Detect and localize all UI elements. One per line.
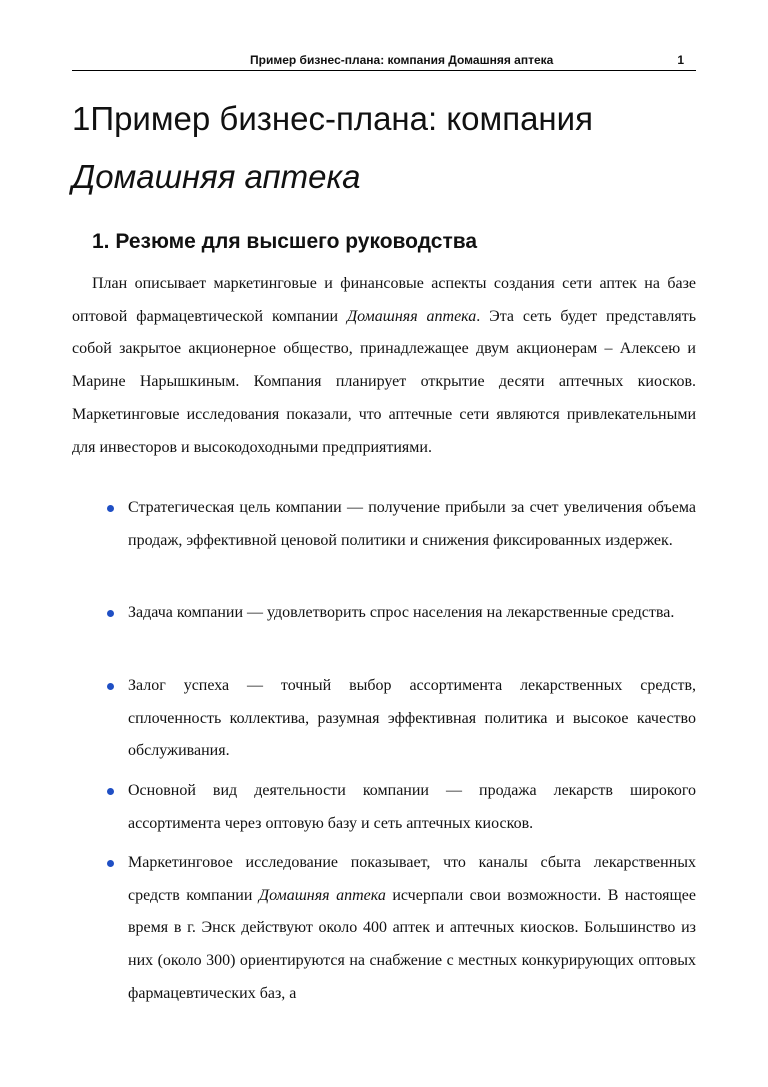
bullet-dot-icon: [107, 788, 114, 795]
bullet-text: Залог успеха — точный выбор ассортимента лекарственных средств, сплоченность коллектива, разумная эффективная политика и высокое качество обслуживания.: [128, 677, 696, 760]
title-number: 1: [72, 100, 91, 137]
title-company-name: Домашняя аптека: [72, 158, 361, 195]
running-header-title: Пример бизнес-плана: компания Домашняя аптека: [250, 53, 554, 67]
bullet-company-name: Домашняя аптека: [258, 886, 386, 904]
section-heading: 1. Резюме для высшего руководства: [92, 230, 478, 253]
intro-text-1: План описывает маркетинговые и финансовые аспекты создания сети аптек на базе оптовой фармацевтической компании: [72, 275, 696, 325]
bullet-item-success: [128, 670, 696, 768]
title-text: Пример бизнес-плана: компания: [90, 100, 593, 137]
bullet-item-task: [128, 597, 696, 630]
document-title: [72, 90, 712, 206]
bullet-text-before: Маркетинговое исследование показывает, что каналы сбыта лекарственных средств компании: [128, 854, 696, 904]
intro-text-2: . Эта сеть будет представлять собой закрытое акционерное общество, принадлежащее двум акционерам – Алексею и Марине Нарышкиным. Компания планирует открытие десяти аптечных киосков. Маркетинговые исследования показали, что аптечные сети являются привлекательными для инвесторов и высокодоходными предприятиями.: [72, 307, 696, 456]
bullet-text: Задача компании — удовлетворить спрос населения на лекарственные средства.: [128, 604, 675, 621]
bullet-item-marketing: [128, 847, 696, 1011]
bullet-item-activity: [128, 775, 696, 840]
bullet-item-strategy: [128, 492, 696, 557]
bullet-dot-icon: [107, 860, 114, 867]
page-number: 1: [677, 53, 684, 67]
running-header: [72, 52, 696, 71]
bullet-text: Стратегическая цель компании — получение прибыли за счет увеличения объема продаж, эффективной ценовой политики и снижения фиксированных издержек.: [128, 499, 696, 549]
intro-company-name: Домашняя аптека: [346, 307, 477, 325]
bullet-dot-icon: [107, 505, 114, 512]
intro-paragraph: [72, 268, 696, 464]
bullet-dot-icon: [107, 610, 114, 617]
bullet-dot-icon: [107, 683, 114, 690]
bullet-text: Основной вид деятельности компании — продажа лекарств широкого ассортимента через оптовую базу и сеть аптечных киосков.: [128, 782, 696, 832]
bullet-text-after: исчерпали свои возможности. В настоящее время в г. Энск действуют около 400 аптек и аптечных киосков. Большинство из них (около 300) ориентируются на снабжение с местных конкурирующих оптовых фармацевтических баз, а: [128, 886, 696, 1002]
